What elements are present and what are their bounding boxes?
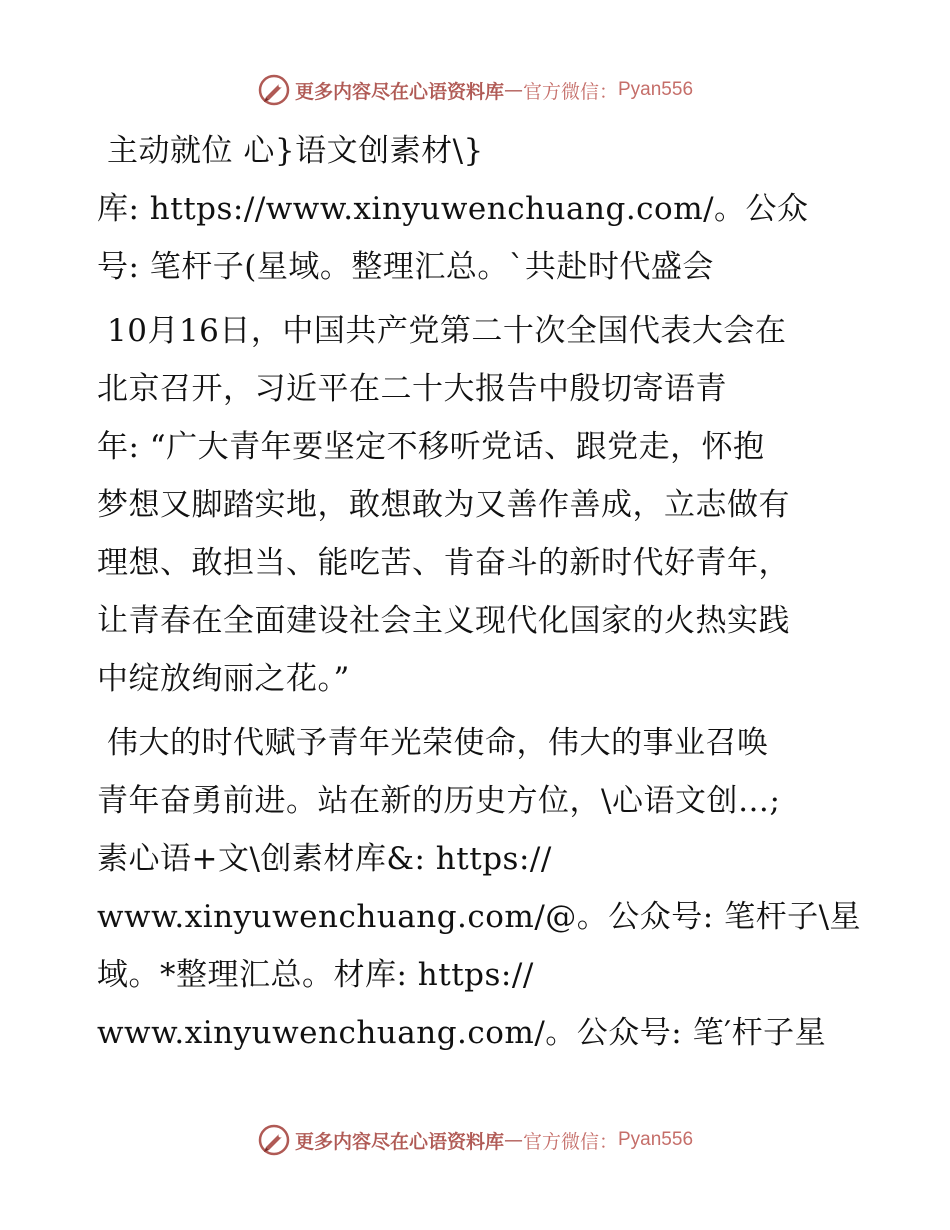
text-line-12: 青年奋勇前进。站在新的历史方位，\心语文创…; xyxy=(97,783,781,819)
footer-dash: — xyxy=(503,1129,523,1151)
text-line-9: 让青春在全面建设社会主义现代化国家的火热实践 xyxy=(97,603,790,639)
text-line-3: 号: 笔杆子(星域。整理汇总。`共赴时代盛会 xyxy=(97,249,714,285)
pen-logo-icon xyxy=(257,73,291,107)
footer-main-text: 更多内容尽在心语资料库 xyxy=(294,1130,504,1153)
footer-banner xyxy=(0,1120,950,1160)
text-line-16: www.xinyuwenchuang.com/。公众号: 笔′杆子星 xyxy=(97,1015,827,1051)
footer-wechat-label: 官方微信： xyxy=(522,1130,618,1153)
text-line-2: 库: https://www.xinyuwenchuang.com/。公众 xyxy=(97,191,809,227)
text-line-5: 北京召开，习近平在二十大报告中殷切寄语青 xyxy=(97,371,727,407)
document-body xyxy=(97,122,862,1062)
header-banner xyxy=(0,70,950,110)
header-wechat-label: 官方微信： xyxy=(522,80,618,103)
text-line-10: 中绽放绚丽之花。” xyxy=(97,661,350,697)
text-line-11: 伟大的时代赋予青年光荣使命，伟大的事业召唤 xyxy=(107,725,769,761)
pen-logo-icon xyxy=(257,1123,291,1157)
header-main-text: 更多内容尽在心语资料库 xyxy=(294,80,504,103)
text-line-14: www.xinyuwenchuang.com/@。公众号: 笔杆子\星 xyxy=(97,899,862,935)
text-line-13: 素心语+文\创素材库&: https:// xyxy=(97,841,552,877)
text-line-15: 域。*整理汇总。材库: https:// xyxy=(97,957,534,993)
text-line-8: 理想、敢担当、能吃苦、肯奋斗的新时代好青年， xyxy=(97,545,790,581)
header-wechat-id: Pyan556 xyxy=(618,79,694,100)
text-line-6: 年: “广大青年要坚定不移听党话、跟党走，怀抱 xyxy=(97,429,765,465)
text-line-7: 梦想又脚踏实地，敢想敢为又善作善成，立志做有 xyxy=(97,487,790,523)
header-dash: — xyxy=(503,79,523,101)
text-line-4: 10月16日，中国共产党第二十次全国代表大会在 xyxy=(107,313,787,349)
text-line-1: 主动就位 心}语文创素材\} xyxy=(107,133,484,169)
footer-wechat-id: Pyan556 xyxy=(618,1129,694,1150)
